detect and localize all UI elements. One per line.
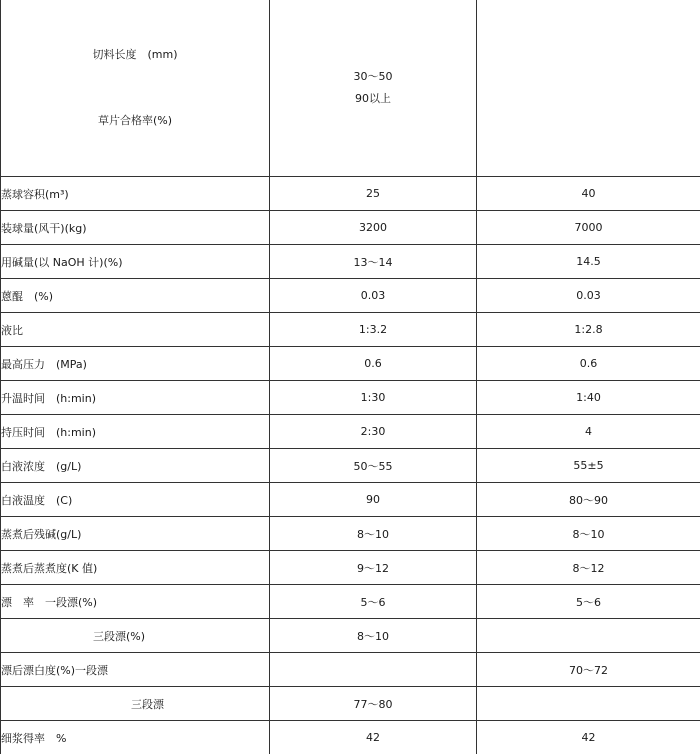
table-row <box>1 0 700 177</box>
row-label: 蒸煮后蒸煮度(K 值) <box>1 551 270 585</box>
row-label: 蒸球容积(m³) <box>1 177 270 211</box>
value-cell-b: 5～6 <box>477 585 700 619</box>
straw-pass-rate-value: 90以上 <box>270 88 476 110</box>
row-label: 白液浓度 (g/L) <box>1 449 270 483</box>
row-label-text: 三段漂(%) <box>1 630 145 643</box>
value-cell-b: 0.03 <box>477 279 700 313</box>
value-cell-a: 90 <box>270 483 477 517</box>
value-cell-b: 0.6 <box>477 347 700 381</box>
row-label <box>1 687 270 721</box>
table-row <box>1 279 700 313</box>
value-cell-a: 42 <box>270 721 477 754</box>
row-label: 细浆得率 % <box>1 721 270 754</box>
table-row <box>1 449 700 483</box>
cut-length-value: 30～50 <box>270 66 476 88</box>
value-cell-a: 1:30 <box>270 381 477 415</box>
row-label: 持压时间 (h:min) <box>1 415 270 449</box>
value-cell-a: 2:30 <box>270 415 477 449</box>
value-cell-a: 13～14 <box>270 245 477 279</box>
cut-length-label: 切料长度 (mm) <box>1 44 269 66</box>
value-cell-a: 3200 <box>270 211 477 245</box>
table-row <box>1 211 700 245</box>
value-cell-a: 50～55 <box>270 449 477 483</box>
table-row <box>1 585 700 619</box>
row-label <box>1 619 270 653</box>
table-row <box>1 619 700 653</box>
table-row <box>1 245 700 279</box>
row-label: 用碱量(以 NaOH 计)(%) <box>1 245 270 279</box>
table-row <box>1 347 700 381</box>
value-cell-a: 0.03 <box>270 279 477 313</box>
straw-pass-rate-label: 草片合格率(%) <box>1 110 269 132</box>
value-cell-b: 42 <box>477 721 700 754</box>
value-cell-a: 9～12 <box>270 551 477 585</box>
value-cell-b <box>477 687 700 721</box>
row-label: 蒽醌 (%) <box>1 279 270 313</box>
table-row <box>1 313 700 347</box>
row-label: 最高压力 (MPa) <box>1 347 270 381</box>
table-row <box>1 415 700 449</box>
table-row <box>1 381 700 415</box>
row-label: 液比 <box>1 313 270 347</box>
table-row <box>1 653 700 687</box>
value-cell-b: 8～12 <box>477 551 700 585</box>
value-cell-b: 7000 <box>477 211 700 245</box>
value-cell-a <box>270 653 477 687</box>
row-label: 白液温度 (C) <box>1 483 270 517</box>
value-cell-a: 25 <box>270 177 477 211</box>
value-cell-b: 14.5 <box>477 245 700 279</box>
value-cell-a: 77～80 <box>270 687 477 721</box>
table-row <box>1 177 700 211</box>
row-label-text: 三段漂 <box>1 698 164 711</box>
value-cell-b: 55±5 <box>477 449 700 483</box>
value-cell-a: 0.6 <box>270 347 477 381</box>
value-cell-b: 4 <box>477 415 700 449</box>
value-cell-b <box>477 619 700 653</box>
row-label: 蒸煮后残碱(g/L) <box>1 517 270 551</box>
value-cell-b: 80～90 <box>477 483 700 517</box>
value-cell-b: 1:40 <box>477 381 700 415</box>
table-row <box>1 517 700 551</box>
table-row <box>1 551 700 585</box>
row-label: 装球量(风干)(kg) <box>1 211 270 245</box>
row-label: 升温时间 (h:min) <box>1 381 270 415</box>
row-label <box>1 0 270 177</box>
value-cell-a: 1:3.2 <box>270 313 477 347</box>
value-cell-b: 40 <box>477 177 700 211</box>
value-cell-a: 8～10 <box>270 619 477 653</box>
table-row <box>1 483 700 517</box>
row-label: 漂 率 一段漂(%) <box>1 585 270 619</box>
value-cell-a: 8～10 <box>270 517 477 551</box>
value-cell-b: 8～10 <box>477 517 700 551</box>
value-cell-b: 70～72 <box>477 653 700 687</box>
value-cell-b: 1:2.8 <box>477 313 700 347</box>
value-cell-a <box>270 0 477 177</box>
row-label: 漂后漂白度(%)一段漂 <box>1 653 270 687</box>
value-cell-b <box>477 0 700 177</box>
value-cell-a: 5～6 <box>270 585 477 619</box>
table-row <box>1 721 700 754</box>
table-row <box>1 687 700 721</box>
